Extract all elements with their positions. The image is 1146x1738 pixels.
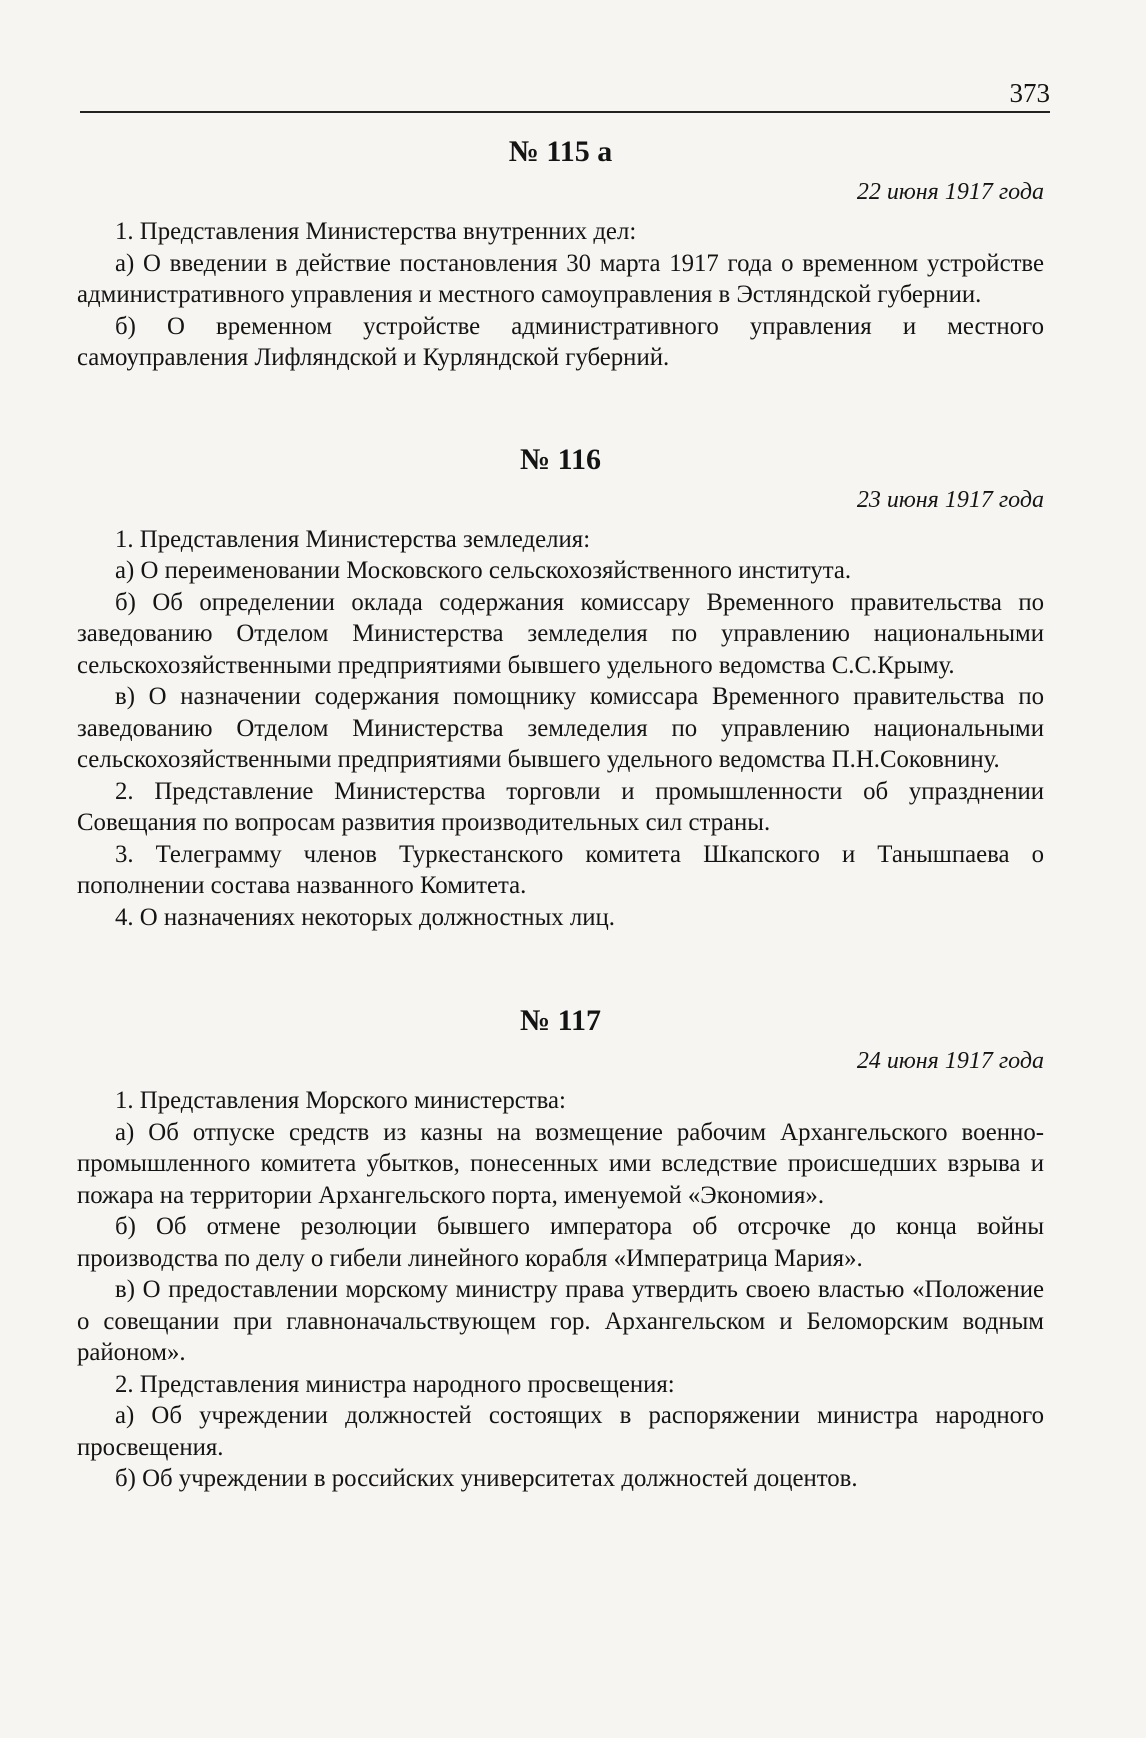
section-date: 22 июня 1917 года bbox=[856, 179, 1044, 205]
paragraph: 2. Представление Министерства торговли и промышленности об упразднении Совещания по вопросам развития производительных сил страны. bbox=[77, 777, 1044, 836]
paragraph: а) Об отпуске средств из казны на возмещение рабочим Архангельского военно-промышленного комитета убытков, понесенных ими вследствие происшедших взрыва и пожара на территории Архангельского порта, именуемой «Экономия». bbox=[77, 1118, 1044, 1209]
paragraph: а) О введении в действие постановления 30 марта 1917 года о временном устройстве административного управления и местного самоуправления в Эстляндской губернии. bbox=[77, 249, 1044, 308]
section-115a bbox=[77, 132, 1044, 374]
section-116 bbox=[77, 440, 1044, 934]
header-rule bbox=[80, 111, 1050, 113]
paragraph: 4. О назначениях некоторых должностных лиц. bbox=[115, 903, 615, 931]
page-number: 373 bbox=[1009, 78, 1050, 108]
paragraph: 1. Представления Морского министерства: bbox=[115, 1087, 566, 1114]
paragraph: а) Об учреждении должностей состоящих в распоряжении министра народного просвещения. bbox=[77, 1402, 1044, 1461]
section-number: № 115 а bbox=[508, 135, 613, 168]
paragraph: 1. Представления Министерства внутренних дел: bbox=[115, 218, 637, 245]
paragraph: б) Об отмене резолюции бывшего императора об отсрочке до конца войны производства по делу о гибели линейного корабля «Императрица Мария». bbox=[77, 1213, 1044, 1272]
section-number: № 116 bbox=[520, 442, 601, 476]
paragraph: 3. Телеграмму членов Туркестанского комитета Шкапского и Танышпаева о пополнении состава названного Комитета. bbox=[77, 840, 1044, 899]
paragraph: б) Об учреждении в российских университетах должностей доцентов. bbox=[115, 1465, 858, 1492]
paragraph: а) О переименовании Московского сельскохозяйственного института. bbox=[115, 557, 852, 584]
paragraph: в) О предоставлении морскому министру права утвердить своею властью «Положение о совещании при главноначальствующем гор. Архангельском и Беломорским водным районом». bbox=[77, 1276, 1044, 1366]
paragraph: 2. Представления министра народного просвещения: bbox=[115, 1370, 675, 1398]
paragraph: б) Об определении оклада содержания комиссару Временного правительства по заведованию Отделом Министерства земледелия по управлению национальными сельскохозяйственными предприятиями бывшего удельного ведомства С.С.Крыму. bbox=[77, 588, 1044, 679]
section-117 bbox=[77, 1001, 1044, 1495]
section-date: 23 июня 1917 года bbox=[856, 486, 1044, 513]
paragraph: 1. Представления Министерства земледелия: bbox=[115, 525, 591, 553]
section-number: № 117 bbox=[520, 1004, 601, 1037]
paragraph: в) О назначении содержания помощнику комиссара Временного правительства по заведованию Отделом Министерства земледелия по управлению национальными сельскохозяйственными предприятиями бывшего удельного ведомства П.Н.Соковнину. bbox=[77, 683, 1044, 773]
page-content bbox=[77, 122, 1044, 1495]
section-date: 24 июня 1917 года bbox=[856, 1048, 1044, 1074]
paragraph: б) О временном устройстве административного управления и местного самоуправления Лифляндской и Курляндской губерний. bbox=[77, 312, 1044, 371]
